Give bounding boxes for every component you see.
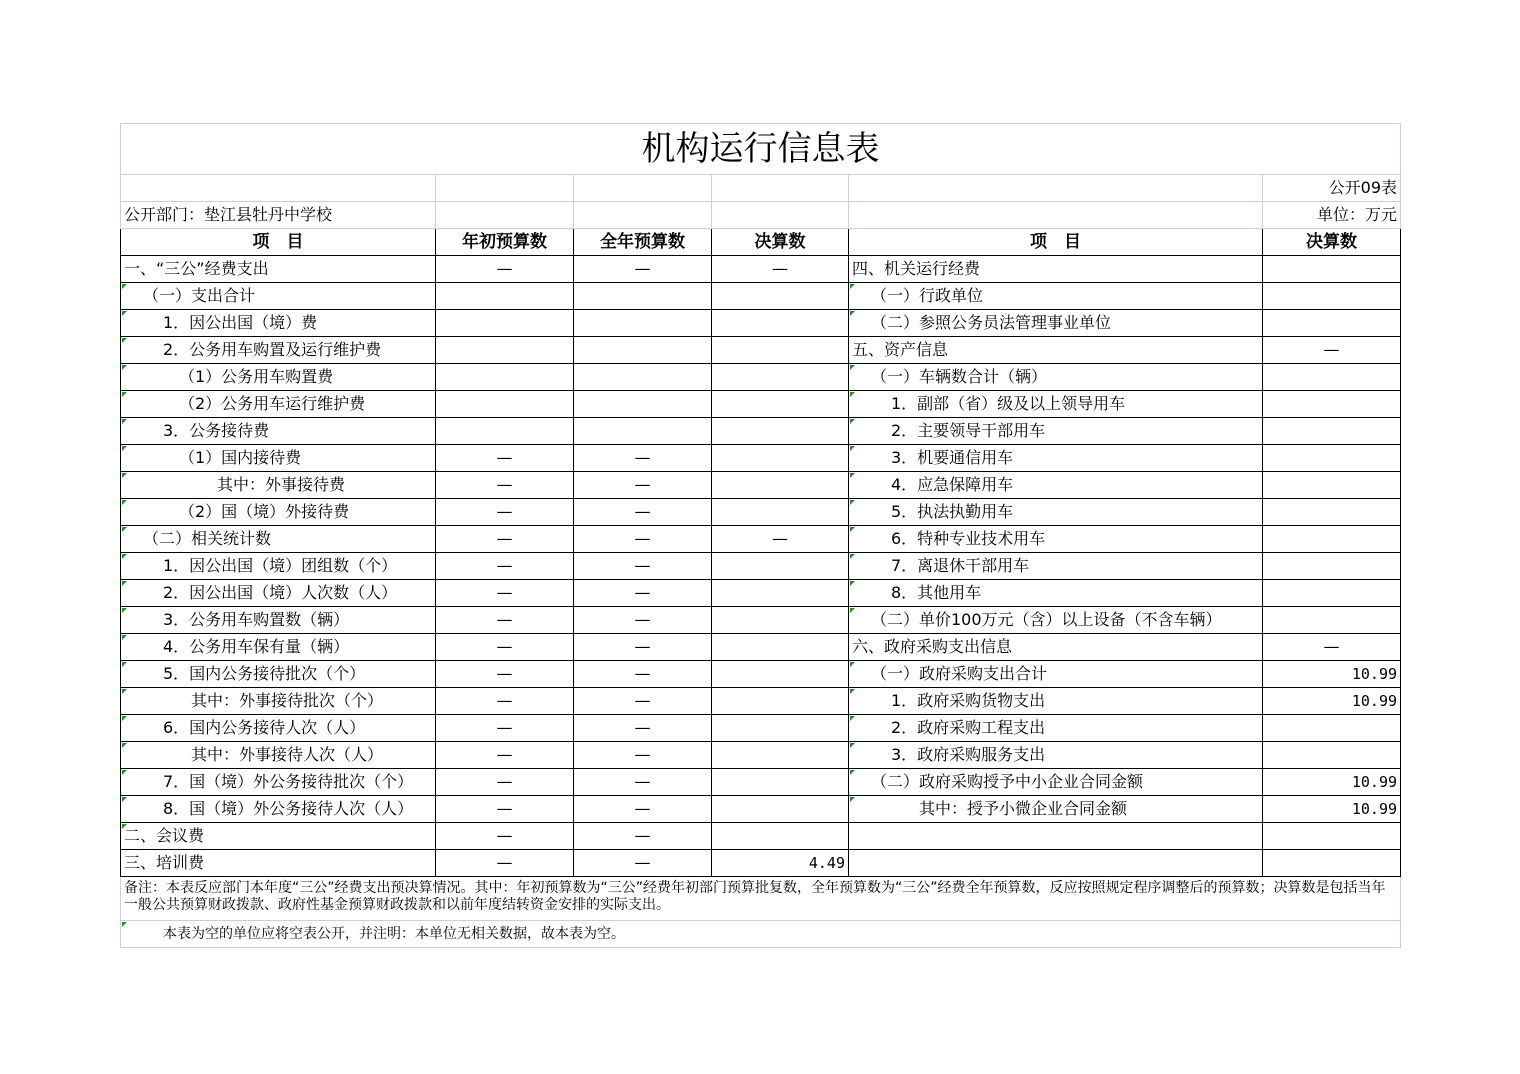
item-left: 6．国内公务接待人次（人）: [121, 715, 436, 742]
full-year-budget-value: [574, 283, 712, 310]
initial-budget-value: —: [436, 796, 574, 823]
full-year-budget-value: [574, 310, 712, 337]
table-row: [121, 823, 1401, 850]
table-row: [121, 391, 1401, 418]
final-account-value: 4.49: [712, 850, 849, 877]
item-left: 三、培训费: [121, 850, 436, 877]
item-right: 3．机要通信用车: [849, 445, 1263, 472]
final-account-value: [712, 283, 849, 310]
initial-budget-value: —: [436, 256, 574, 283]
item-left: 二、会议费: [121, 823, 436, 850]
item-left: （一）支出合计: [121, 283, 436, 310]
final-account-right-value: [1263, 283, 1401, 310]
final-account-right-value: —: [1263, 337, 1401, 364]
final-account-value: [712, 445, 849, 472]
table-row: [121, 553, 1401, 580]
item-left: 2．因公出国（境）人次数（人）: [121, 580, 436, 607]
item-left: （1）公务用车购置费: [121, 364, 436, 391]
item-right: （一）车辆数合计（辆）: [849, 364, 1263, 391]
final-account-value: [712, 337, 849, 364]
department-label: 公开部门：垫江县牡丹中学校: [121, 202, 436, 229]
table-row: [121, 445, 1401, 472]
item-right: 4．应急保障用车: [849, 472, 1263, 499]
table-row: [121, 364, 1401, 391]
item-right: 3．政府采购服务支出: [849, 742, 1263, 769]
header-full-year-budget: 全年预算数: [574, 229, 712, 256]
final-account-value: [712, 715, 849, 742]
initial-budget-value: [436, 364, 574, 391]
initial-budget-value: [436, 310, 574, 337]
report-table: [120, 123, 1401, 948]
final-account-right-value: [1263, 607, 1401, 634]
full-year-budget-value: —: [574, 850, 712, 877]
item-left: 7．国（境）外公务接待批次（个）: [121, 769, 436, 796]
full-year-budget-value: —: [574, 661, 712, 688]
full-year-budget-value: —: [574, 715, 712, 742]
header-row: [121, 229, 1401, 256]
full-year-budget-value: —: [574, 796, 712, 823]
final-account-value: [712, 769, 849, 796]
final-account-right-value: [1263, 391, 1401, 418]
full-year-budget-value: —: [574, 769, 712, 796]
item-left: 4．公务用车保有量（辆）: [121, 634, 436, 661]
full-year-budget-value: —: [574, 607, 712, 634]
initial-budget-value: —: [436, 769, 574, 796]
final-account-right-value: —: [1263, 634, 1401, 661]
final-account-value: [712, 607, 849, 634]
table-row: [121, 526, 1401, 553]
full-year-budget-value: [574, 337, 712, 364]
item-left: 其中：外事接待人次（人）: [121, 742, 436, 769]
final-account-right-value: 10.99: [1263, 796, 1401, 823]
item-right: （二）参照公务员法管理事业单位: [849, 310, 1263, 337]
final-account-right-value: [1263, 472, 1401, 499]
final-account-right-value: [1263, 526, 1401, 553]
final-account-right-value: [1263, 553, 1401, 580]
item-right: 8．其他用车: [849, 580, 1263, 607]
header-item-left: 项 目: [121, 229, 436, 256]
final-account-value: [712, 472, 849, 499]
item-right: 五、资产信息: [849, 337, 1263, 364]
table-row: [121, 283, 1401, 310]
initial-budget-value: —: [436, 661, 574, 688]
full-year-budget-value: [574, 391, 712, 418]
item-right: 7．离退休干部用车: [849, 553, 1263, 580]
header-final-account-right: 决算数: [1263, 229, 1401, 256]
item-right: 四、机关运行经费: [849, 256, 1263, 283]
table-row: [121, 310, 1401, 337]
final-account-value: [712, 553, 849, 580]
initial-budget-value: —: [436, 823, 574, 850]
item-left: 一、“三公”经费支出: [121, 256, 436, 283]
item-left: 2．公务用车购置及运行维护费: [121, 337, 436, 364]
full-year-budget-value: —: [574, 823, 712, 850]
item-right: 1．政府采购货物支出: [849, 688, 1263, 715]
full-year-budget-value: —: [574, 472, 712, 499]
initial-budget-value: —: [436, 742, 574, 769]
table-row: [121, 472, 1401, 499]
full-year-budget-value: [574, 364, 712, 391]
item-left: （1）国内接待费: [121, 445, 436, 472]
initial-budget-value: —: [436, 472, 574, 499]
item-left: （2）公务用车运行维护费: [121, 391, 436, 418]
final-account-right-value: [1263, 823, 1401, 850]
initial-budget-value: [436, 418, 574, 445]
final-account-right-value: 10.99: [1263, 688, 1401, 715]
page-title: 机构运行信息表: [121, 124, 1401, 175]
item-left: 3．公务用车购置数（辆）: [121, 607, 436, 634]
table-row: [121, 580, 1401, 607]
form-number: 公开09表: [1263, 175, 1401, 202]
item-left: 5．国内公务接待批次（个）: [121, 661, 436, 688]
table-row: [121, 661, 1401, 688]
table-row: [121, 850, 1401, 877]
item-right: 1．副部（省）级及以上领导用车: [849, 391, 1263, 418]
full-year-budget-value: —: [574, 445, 712, 472]
final-account-value: [712, 688, 849, 715]
initial-budget-value: [436, 391, 574, 418]
full-year-budget-value: —: [574, 499, 712, 526]
footnote-remark: 备注：本表反应部门本年度“三公”经费支出预决算情况。其中：年初预算数为“三公”经费年初部门预算批复数，全年预算数为“三公”经费全年预算数，反应按照规定程序调整后的预算数；决算数是包括当年一般公共预算财政拨款、政府性基金预算财政拨款和以前年度结转资金安排的实际支出。: [121, 877, 1401, 921]
table-row: [121, 715, 1401, 742]
table-row: [121, 742, 1401, 769]
item-right: 5．执法执勤用车: [849, 499, 1263, 526]
table-row: [121, 796, 1401, 823]
final-account-right-value: [1263, 310, 1401, 337]
final-account-value: [712, 418, 849, 445]
final-account-value: [712, 661, 849, 688]
initial-budget-value: —: [436, 499, 574, 526]
final-account-value: —: [712, 256, 849, 283]
full-year-budget-value: —: [574, 688, 712, 715]
header-final-account: 决算数: [712, 229, 849, 256]
item-right: 其中：授予小微企业合同金额: [849, 796, 1263, 823]
final-account-right-value: 10.99: [1263, 769, 1401, 796]
final-account-right-value: [1263, 256, 1401, 283]
final-account-value: —: [712, 526, 849, 553]
initial-budget-value: —: [436, 850, 574, 877]
full-year-budget-value: —: [574, 580, 712, 607]
item-right: 6．特种专业技术用车: [849, 526, 1263, 553]
item-left: 8．国（境）外公务接待人次（人）: [121, 796, 436, 823]
table-row: [121, 256, 1401, 283]
item-right: [849, 823, 1263, 850]
item-right: 2．政府采购工程支出: [849, 715, 1263, 742]
table-row: [121, 418, 1401, 445]
full-year-budget-value: —: [574, 634, 712, 661]
final-account-value: [712, 742, 849, 769]
item-right: （二）政府采购授予中小企业合同金额: [849, 769, 1263, 796]
full-year-budget-value: [574, 418, 712, 445]
footnote-empty-table: 本表为空的单位应将空表公开，并注明：本单位无相关数据，故本表为空。: [121, 921, 1401, 948]
final-account-value: [712, 499, 849, 526]
initial-budget-value: —: [436, 445, 574, 472]
item-left: （二）相关统计数: [121, 526, 436, 553]
header-item-right: 项 目: [849, 229, 1263, 256]
final-account-value: [712, 823, 849, 850]
final-account-value: [712, 580, 849, 607]
item-right: （一）政府采购支出合计: [849, 661, 1263, 688]
initial-budget-value: —: [436, 688, 574, 715]
final-account-right-value: [1263, 850, 1401, 877]
item-left: 其中：外事接待费: [121, 472, 436, 499]
final-account-value: [712, 310, 849, 337]
initial-budget-value: [436, 283, 574, 310]
item-right: [849, 850, 1263, 877]
table-row: [121, 634, 1401, 661]
table-row: [121, 607, 1401, 634]
full-year-budget-value: —: [574, 553, 712, 580]
final-account-right-value: [1263, 364, 1401, 391]
initial-budget-value: [436, 337, 574, 364]
initial-budget-value: —: [436, 580, 574, 607]
full-year-budget-value: —: [574, 526, 712, 553]
final-account-value: [712, 391, 849, 418]
header-initial-budget: 年初预算数: [436, 229, 574, 256]
final-account-right-value: [1263, 580, 1401, 607]
item-left: （2）国（境）外接待费: [121, 499, 436, 526]
full-year-budget-value: —: [574, 256, 712, 283]
item-left: 其中：外事接待批次（个）: [121, 688, 436, 715]
full-year-budget-value: —: [574, 742, 712, 769]
table-row: [121, 499, 1401, 526]
report-sheet: [120, 123, 1400, 948]
item-right: 六、政府采购支出信息: [849, 634, 1263, 661]
table-row: [121, 688, 1401, 715]
table-row: [121, 337, 1401, 364]
item-right: （二）单价100万元（含）以上设备（不含车辆）: [849, 607, 1263, 634]
item-left: 3．公务接待费: [121, 418, 436, 445]
item-left: 1．因公出国（境）费: [121, 310, 436, 337]
initial-budget-value: —: [436, 634, 574, 661]
final-account-right-value: [1263, 445, 1401, 472]
final-account-right-value: 10.99: [1263, 661, 1401, 688]
initial-budget-value: —: [436, 607, 574, 634]
final-account-right-value: [1263, 499, 1401, 526]
initial-budget-value: —: [436, 553, 574, 580]
unit-label: 单位：万元: [1263, 202, 1401, 229]
final-account-right-value: [1263, 742, 1401, 769]
final-account-right-value: [1263, 715, 1401, 742]
final-account-right-value: [1263, 418, 1401, 445]
item-right: （一）行政单位: [849, 283, 1263, 310]
final-account-value: [712, 634, 849, 661]
table-row: [121, 769, 1401, 796]
item-right: 2．主要领导干部用车: [849, 418, 1263, 445]
final-account-value: [712, 796, 849, 823]
item-left: 1．因公出国（境）团组数（个）: [121, 553, 436, 580]
initial-budget-value: —: [436, 715, 574, 742]
final-account-value: [712, 364, 849, 391]
initial-budget-value: —: [436, 526, 574, 553]
